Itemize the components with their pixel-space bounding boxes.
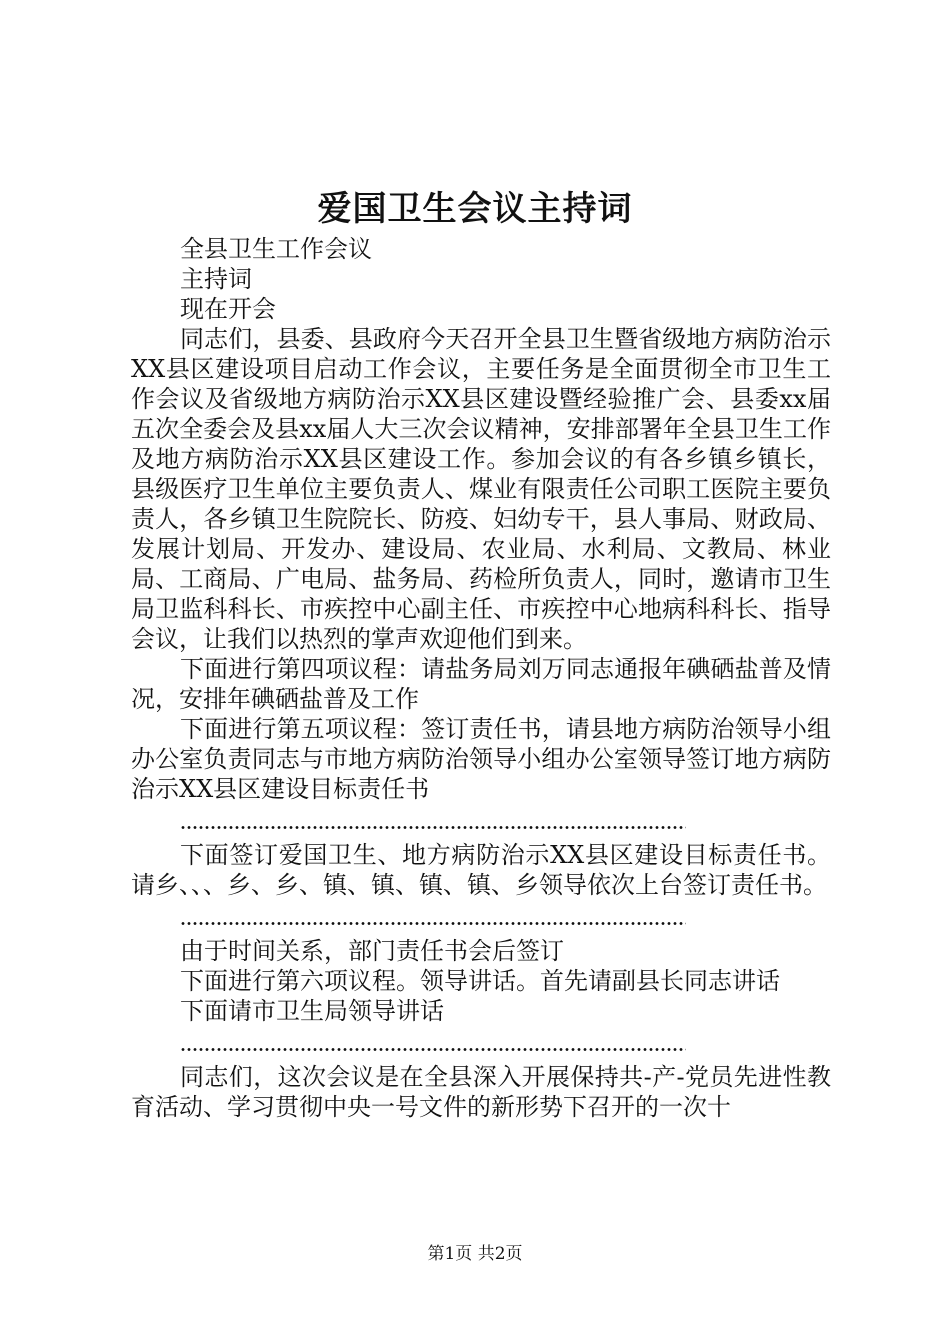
- paragraph-closing-remarks: 同志们，这次会议是在全县深入开展保持共-产-党员先进性教育活动、学习贯彻中央一号文件的新形势下召开的一次十: [131, 1063, 831, 1121]
- paragraph-open-meeting: 现在开会: [180, 295, 276, 323]
- document-title: 爱国卫生会议主持词: [317, 189, 633, 229]
- paragraph-opening-remarks: 同志们，县委、县政府今天召开全县卫生暨省级地方病防治示XX县区建设项目启动工作会议，主要任务是全面贯彻全市卫生工作会议及省级地方病防治示XX县区建设暨经验推广会、县委xx届五次全委会及县xx届人大三次会议精神，安排部署年全县卫生工作及地方病防治示XX县区建设工作。参加会议的有各乡镇乡镇长，县级医疗卫生单位主要负责人、煤业有限责任公司职工医院主要负责人，各乡镇卫生院院长、防疫、妇幼专干，县人事局、财政局、发展计划局、开发办、建设局、农业局、水利局、文教局、林业局、工商局、广电局、盐务局、药检所负责人，同时，邀请市卫生局卫监科科长、市疾控中心副主任、市疾控中心地病科科长、指导会议，让我们以热烈的掌声欢迎他们到来。: [131, 325, 831, 653]
- document-body: [131, 234, 831, 1122]
- paragraph-agenda-six: 下面进行第六项议程。领导讲话。首先请副县长同志讲话: [180, 967, 780, 995]
- paragraph-agenda-four: 下面进行第四项议程：请盐务局刘万同志通报年碘硒盐普及情况，安排年碘硒盐普及工作: [131, 655, 831, 713]
- page-footer: 第1页 共2页: [427, 1244, 523, 1264]
- paragraph-agenda-five: 下面进行第五项议程：签订责任书，请县地方病防治领导小组办公室负责同志与市地方病防治领导小组办公室领导签订地方病防治示XX县区建设目标责任书: [131, 715, 831, 803]
- paragraph-sign-responsibility: 下面签订爱国卫生、地方病防治示XX县区建设目标责任书。请乡、、、乡、乡、镇、镇、镇、镇、乡领导依次上台签订责任书。: [131, 841, 831, 899]
- ellipsis-divider: [180, 900, 831, 930]
- paragraph-meeting-name: 全县卫生工作会议: [180, 235, 372, 263]
- ellipsis-divider: [180, 804, 831, 834]
- paragraph-city-leader: 下面请市卫生局领导讲话: [180, 997, 444, 1025]
- ellipsis-divider: [180, 1026, 831, 1056]
- paragraph-time-note: 由于时间关系，部门责任书会后签订: [180, 937, 564, 965]
- paragraph-host-speech: 主持词: [180, 265, 252, 293]
